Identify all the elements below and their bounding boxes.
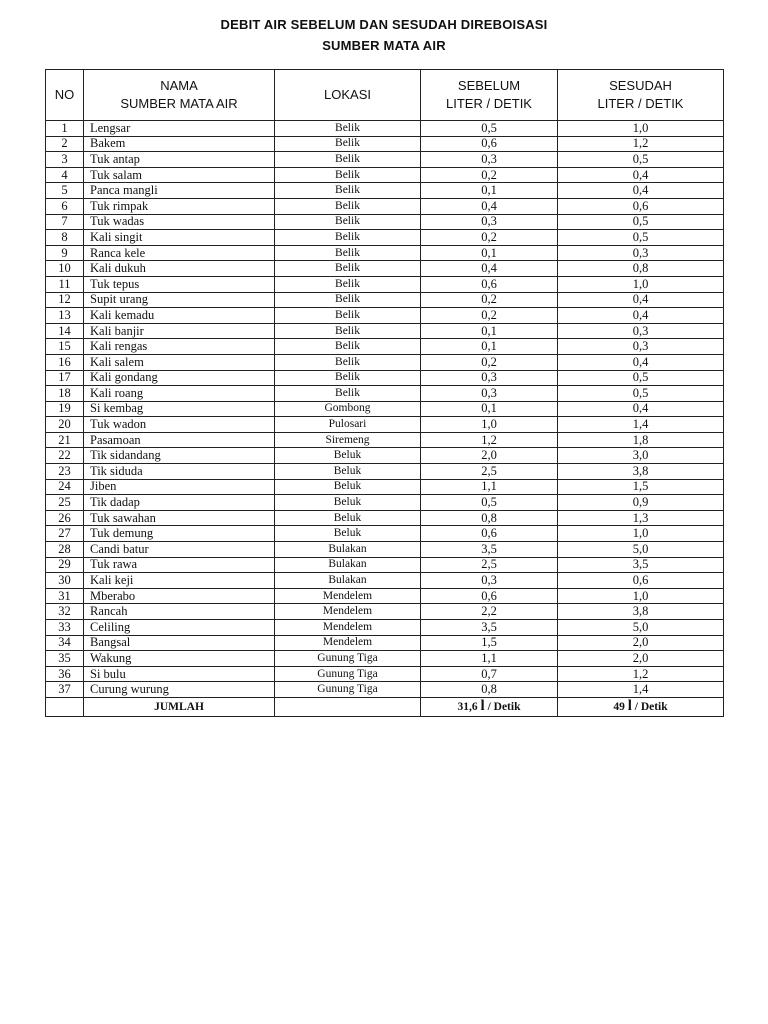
row-lokasi: Belik — [275, 152, 421, 168]
row-sesudah: 0,8 — [558, 261, 724, 277]
row-no: 25 — [46, 495, 84, 511]
row-lokasi: Gunung Tiga — [275, 682, 421, 698]
row-nama: Si bulu — [84, 666, 275, 682]
row-lokasi: Belik — [275, 214, 421, 230]
row-sebelum: 0,6 — [421, 588, 558, 604]
row-lokasi: Belik — [275, 276, 421, 292]
row-sesudah: 0,5 — [558, 152, 724, 168]
row-lokasi: Belik — [275, 386, 421, 402]
row-lokasi: Beluk — [275, 526, 421, 542]
row-sebelum: 3,5 — [421, 620, 558, 636]
total-sesudah-value: 49 — [613, 701, 625, 714]
row-sesudah: 0,4 — [558, 167, 724, 183]
row-sesudah: 0,5 — [558, 230, 724, 246]
table-row — [46, 573, 724, 589]
row-sebelum: 0,3 — [421, 214, 558, 230]
row-no: 1 — [46, 121, 84, 137]
total-sebelum — [421, 697, 558, 716]
row-lokasi: Beluk — [275, 448, 421, 464]
row-lokasi: Beluk — [275, 464, 421, 480]
row-no: 30 — [46, 573, 84, 589]
header-no: NO — [46, 70, 84, 121]
row-lokasi: Belik — [275, 323, 421, 339]
row-no: 22 — [46, 448, 84, 464]
row-nama: Jiben — [84, 479, 275, 495]
row-nama: Tik dadap — [84, 495, 275, 511]
header-sesudah-line1: SESUDAH — [609, 78, 672, 93]
row-sesudah: 2,0 — [558, 651, 724, 667]
row-no: 2 — [46, 136, 84, 152]
row-nama: Tuk sawahan — [84, 510, 275, 526]
row-lokasi: Siremeng — [275, 432, 421, 448]
table-row — [46, 136, 724, 152]
row-lokasi: Belik — [275, 339, 421, 355]
table-row — [46, 261, 724, 277]
header-sesudah — [558, 70, 724, 121]
row-sesudah: 0,5 — [558, 214, 724, 230]
row-no: 16 — [46, 354, 84, 370]
row-sesudah: 2,0 — [558, 635, 724, 651]
row-lokasi: Beluk — [275, 510, 421, 526]
row-sesudah: 0,3 — [558, 245, 724, 261]
row-nama: Si kembag — [84, 401, 275, 417]
total-row — [46, 697, 724, 716]
row-no: 7 — [46, 214, 84, 230]
row-sesudah: 0,4 — [558, 401, 724, 417]
row-lokasi: Belik — [275, 370, 421, 386]
row-sebelum: 0,5 — [421, 121, 558, 137]
row-sesudah: 1,2 — [558, 666, 724, 682]
row-nama: Tuk wadon — [84, 417, 275, 433]
row-sesudah: 0,4 — [558, 308, 724, 324]
row-sesudah: 1,2 — [558, 136, 724, 152]
row-sebelum: 0,4 — [421, 261, 558, 277]
table-row — [46, 386, 724, 402]
row-lokasi: Bulakan — [275, 573, 421, 589]
row-nama: Supit urang — [84, 292, 275, 308]
table-row — [46, 620, 724, 636]
table-row — [46, 214, 724, 230]
row-sebelum: 1,0 — [421, 417, 558, 433]
row-nama: Rancah — [84, 604, 275, 620]
table-row — [46, 604, 724, 620]
row-no: 37 — [46, 682, 84, 698]
table-header-row — [46, 70, 724, 121]
table-row — [46, 401, 724, 417]
total-sebelum-value: 31,6 — [457, 701, 478, 714]
water-flow-table — [45, 69, 724, 717]
row-sesudah: 0,4 — [558, 292, 724, 308]
row-nama: Curung wurung — [84, 682, 275, 698]
row-lokasi: Belik — [275, 136, 421, 152]
row-nama: Kali gondang — [84, 370, 275, 386]
row-no: 19 — [46, 401, 84, 417]
row-no: 5 — [46, 183, 84, 199]
row-lokasi: Pulosari — [275, 417, 421, 433]
row-nama: Kali banjir — [84, 323, 275, 339]
row-sesudah: 1,0 — [558, 588, 724, 604]
row-nama: Kali singit — [84, 230, 275, 246]
total-sebelum-unit-letter: l — [480, 698, 485, 715]
row-sebelum: 0,1 — [421, 183, 558, 199]
row-nama: Mberabo — [84, 588, 275, 604]
table-row — [46, 635, 724, 651]
row-nama: Kali keji — [84, 573, 275, 589]
row-no: 10 — [46, 261, 84, 277]
row-sebelum: 0,1 — [421, 245, 558, 261]
row-sesudah: 1,3 — [558, 510, 724, 526]
row-no: 18 — [46, 386, 84, 402]
document-subtitle: SUMBER MATA AIR — [322, 38, 446, 53]
row-lokasi: Belik — [275, 354, 421, 370]
row-lokasi: Mendelem — [275, 635, 421, 651]
row-no: 31 — [46, 588, 84, 604]
row-sebelum: 1,2 — [421, 432, 558, 448]
table-row — [46, 245, 724, 261]
header-sebelum-line1: SEBELUM — [457, 78, 521, 93]
total-sebelum-unit-suffix: / Detik — [487, 701, 521, 714]
table-row — [46, 479, 724, 495]
row-lokasi: Belik — [275, 183, 421, 199]
row-sesudah: 0,6 — [558, 573, 724, 589]
row-no: 8 — [46, 230, 84, 246]
row-sesudah: 0,4 — [558, 354, 724, 370]
row-nama: Tuk wadas — [84, 214, 275, 230]
header-sesudah-line2: LITER / DETIK — [597, 96, 684, 111]
table-row — [46, 121, 724, 137]
row-sebelum: 0,7 — [421, 666, 558, 682]
table-row — [46, 198, 724, 214]
row-sesudah: 0,3 — [558, 339, 724, 355]
row-sebelum: 0,6 — [421, 526, 558, 542]
table-row — [46, 526, 724, 542]
row-sebelum: 2,2 — [421, 604, 558, 620]
row-sebelum: 1,1 — [421, 651, 558, 667]
row-no: 27 — [46, 526, 84, 542]
total-sesudah-unit-suffix: / Detik — [634, 701, 668, 714]
row-sebelum: 0,4 — [421, 198, 558, 214]
row-sebelum: 0,2 — [421, 308, 558, 324]
row-lokasi: Mendelem — [275, 588, 421, 604]
table-row — [46, 682, 724, 698]
row-sesudah: 1,5 — [558, 479, 724, 495]
row-sesudah: 0,6 — [558, 198, 724, 214]
row-nama: Pasamoan — [84, 432, 275, 448]
row-nama: Ranca kele — [84, 245, 275, 261]
total-lokasi-cell — [275, 697, 421, 716]
row-lokasi: Belik — [275, 167, 421, 183]
row-sebelum: 2,5 — [421, 464, 558, 480]
table-row — [46, 167, 724, 183]
row-nama: Candi batur — [84, 542, 275, 558]
row-sebelum: 0,3 — [421, 152, 558, 168]
table-row — [46, 417, 724, 433]
table-row — [46, 432, 724, 448]
header-nama-line2: SUMBER MATA AIR — [120, 96, 238, 111]
row-no: 26 — [46, 510, 84, 526]
table-row — [46, 276, 724, 292]
table-row — [46, 323, 724, 339]
row-lokasi: Gunung Tiga — [275, 651, 421, 667]
row-nama: Tuk salam — [84, 167, 275, 183]
row-lokasi: Bulakan — [275, 557, 421, 573]
row-lokasi: Gombong — [275, 401, 421, 417]
row-nama: Tik siduda — [84, 464, 275, 480]
row-no: 14 — [46, 323, 84, 339]
total-label: JUMLAH — [84, 697, 275, 716]
table-row — [46, 464, 724, 480]
row-no: 3 — [46, 152, 84, 168]
row-sebelum: 0,2 — [421, 292, 558, 308]
row-nama: Tuk antap — [84, 152, 275, 168]
table-row — [46, 666, 724, 682]
table-row — [46, 557, 724, 573]
row-sebelum: 0,2 — [421, 167, 558, 183]
total-no-cell — [46, 697, 84, 716]
row-sesudah: 0,9 — [558, 495, 724, 511]
row-no: 4 — [46, 167, 84, 183]
row-sebelum: 0,1 — [421, 401, 558, 417]
row-lokasi: Belik — [275, 198, 421, 214]
row-sebelum: 1,1 — [421, 479, 558, 495]
row-lokasi: Mendelem — [275, 604, 421, 620]
document-title: DEBIT AIR SEBELUM DAN SESUDAH DIREBOISASI — [220, 17, 548, 32]
row-no: 33 — [46, 620, 84, 636]
header-lokasi: LOKASI — [275, 70, 421, 121]
row-sesudah: 1,0 — [558, 276, 724, 292]
row-no: 6 — [46, 198, 84, 214]
row-nama: Lengsar — [84, 121, 275, 137]
row-sebelum: 2,0 — [421, 448, 558, 464]
row-lokasi: Beluk — [275, 479, 421, 495]
row-sebelum: 3,5 — [421, 542, 558, 558]
header-sebelum-line2: LITER / DETIK — [446, 96, 532, 111]
row-no: 35 — [46, 651, 84, 667]
row-sesudah: 1,8 — [558, 432, 724, 448]
row-lokasi: Bulakan — [275, 542, 421, 558]
row-no: 15 — [46, 339, 84, 355]
row-nama: Panca mangli — [84, 183, 275, 199]
row-no: 23 — [46, 464, 84, 480]
row-no: 20 — [46, 417, 84, 433]
row-sesudah: 3,5 — [558, 557, 724, 573]
row-lokasi: Mendelem — [275, 620, 421, 636]
row-nama: Bangsal — [84, 635, 275, 651]
row-no: 36 — [46, 666, 84, 682]
row-sesudah: 3,0 — [558, 448, 724, 464]
row-lokasi: Belik — [275, 230, 421, 246]
row-sebelum: 0,3 — [421, 573, 558, 589]
row-nama: Celiling — [84, 620, 275, 636]
table-row — [46, 354, 724, 370]
row-sebelum: 0,6 — [421, 136, 558, 152]
row-no: 11 — [46, 276, 84, 292]
row-sebelum: 0,8 — [421, 682, 558, 698]
table-row — [46, 370, 724, 386]
row-sesudah: 1,0 — [558, 121, 724, 137]
row-lokasi: Belik — [275, 121, 421, 137]
table-row — [46, 588, 724, 604]
table-row — [46, 183, 724, 199]
row-sebelum: 0,8 — [421, 510, 558, 526]
row-sesudah: 0,4 — [558, 183, 724, 199]
row-sesudah: 1,4 — [558, 417, 724, 433]
row-sebelum: 2,5 — [421, 557, 558, 573]
table-row — [46, 510, 724, 526]
row-lokasi: Belik — [275, 245, 421, 261]
row-no: 32 — [46, 604, 84, 620]
row-sesudah: 5,0 — [558, 620, 724, 636]
row-no: 24 — [46, 479, 84, 495]
row-sesudah: 0,5 — [558, 386, 724, 402]
table-row — [46, 152, 724, 168]
row-no: 28 — [46, 542, 84, 558]
row-sesudah: 3,8 — [558, 464, 724, 480]
table-row — [46, 448, 724, 464]
row-sebelum: 0,2 — [421, 230, 558, 246]
row-lokasi: Gunung Tiga — [275, 666, 421, 682]
total-sesudah-unit-letter: l — [627, 698, 632, 715]
row-no: 17 — [46, 370, 84, 386]
row-nama: Bakem — [84, 136, 275, 152]
row-sesudah: 0,5 — [558, 370, 724, 386]
row-sesudah: 0,3 — [558, 323, 724, 339]
row-nama: Kali rengas — [84, 339, 275, 355]
row-nama: Tuk demung — [84, 526, 275, 542]
row-nama: Tik sidandang — [84, 448, 275, 464]
row-sesudah: 5,0 — [558, 542, 724, 558]
row-sesudah: 3,8 — [558, 604, 724, 620]
row-no: 13 — [46, 308, 84, 324]
row-sebelum: 0,3 — [421, 386, 558, 402]
row-nama: Kali roang — [84, 386, 275, 402]
table-row — [46, 308, 724, 324]
table-row — [46, 230, 724, 246]
row-sesudah: 1,0 — [558, 526, 724, 542]
row-no: 12 — [46, 292, 84, 308]
row-sebelum: 0,1 — [421, 339, 558, 355]
row-sebelum: 0,6 — [421, 276, 558, 292]
row-nama: Kali dukuh — [84, 261, 275, 277]
row-lokasi: Belik — [275, 308, 421, 324]
row-lokasi: Belik — [275, 292, 421, 308]
row-nama: Kali kemadu — [84, 308, 275, 324]
row-lokasi: Belik — [275, 261, 421, 277]
row-nama: Wakung — [84, 651, 275, 667]
row-nama: Tuk tepus — [84, 276, 275, 292]
row-nama: Tuk rawa — [84, 557, 275, 573]
row-no: 34 — [46, 635, 84, 651]
row-sebelum: 0,2 — [421, 354, 558, 370]
header-sebelum — [421, 70, 558, 121]
table-row — [46, 495, 724, 511]
row-no: 29 — [46, 557, 84, 573]
row-nama: Tuk rimpak — [84, 198, 275, 214]
row-sebelum: 1,5 — [421, 635, 558, 651]
row-no: 21 — [46, 432, 84, 448]
row-no: 9 — [46, 245, 84, 261]
table-row — [46, 292, 724, 308]
row-sebelum: 0,3 — [421, 370, 558, 386]
header-nama-line1: NAMA — [160, 78, 198, 93]
table-row — [46, 651, 724, 667]
row-sebelum: 0,1 — [421, 323, 558, 339]
total-sesudah — [558, 697, 724, 716]
table-body — [46, 121, 724, 698]
row-sebelum: 0,5 — [421, 495, 558, 511]
row-lokasi: Beluk — [275, 495, 421, 511]
row-nama: Kali salem — [84, 354, 275, 370]
table-row — [46, 339, 724, 355]
row-sesudah: 1,4 — [558, 682, 724, 698]
table-row — [46, 542, 724, 558]
header-nama — [84, 70, 275, 121]
